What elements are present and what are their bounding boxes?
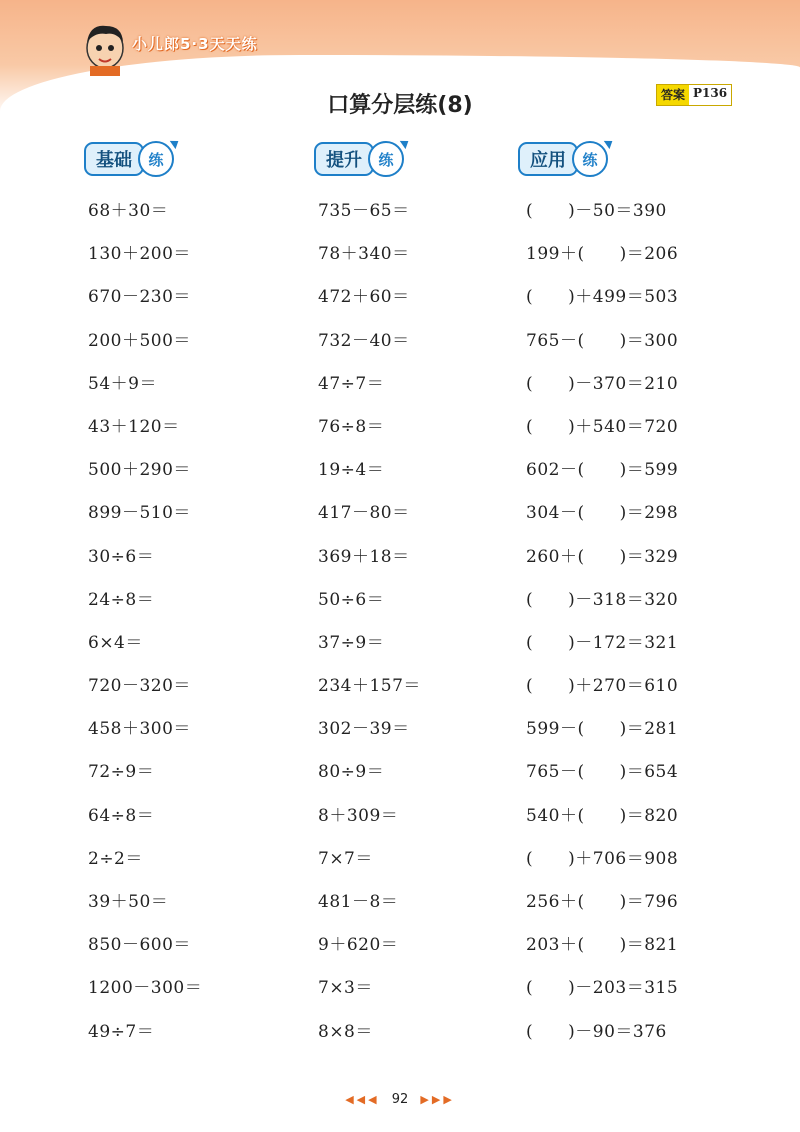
problem-item: 8＋309＝ [318, 805, 399, 826]
problem-item: 302－39＝ [318, 719, 410, 740]
problem-item: ( )＋540＝720 [526, 416, 679, 437]
answer-page: P136 [689, 85, 731, 105]
problem-item: 2÷2＝ [88, 848, 143, 869]
section-label-advance: 提升 [314, 142, 374, 176]
problem-item: 19÷4＝ [318, 460, 385, 481]
problem-item: ( )＋706＝908 [526, 848, 679, 869]
problem-item: 670－230＝ [88, 287, 191, 308]
mascot-icon [80, 18, 130, 76]
problem-item: 24÷8＝ [88, 589, 155, 610]
problem-item: 500＋290＝ [88, 460, 191, 481]
problem-item: 39＋50＝ [88, 892, 169, 912]
problem-item: 369＋18＝ [318, 546, 410, 567]
problem-item: 234＋157＝ [318, 676, 421, 697]
problem-item: 1200－300＝ [88, 978, 203, 999]
problem-item: 458＋300＝ [88, 719, 191, 740]
problem-item: 203＋( )＝821 [526, 935, 679, 956]
section-header-apply [518, 141, 608, 177]
problem-item: 732－40＝ [318, 330, 410, 351]
problem-item: 256＋( )＝796 [526, 892, 679, 912]
problem-item: 599－( )＝281 [526, 719, 679, 740]
problem-item: 130＋200＝ [88, 244, 191, 265]
problem-column-apply [526, 196, 678, 1060]
problem-column-basic [88, 196, 202, 1060]
problem-item: ( )－203＝315 [526, 978, 679, 999]
left-arrows-icon: ◀◀◀ [345, 1093, 380, 1106]
problem-item: 199＋( )＝206 [526, 244, 679, 265]
answer-tag [656, 84, 732, 106]
problem-item: 47÷7＝ [318, 373, 385, 394]
problem-item: 602－( )＝599 [526, 460, 679, 481]
section-header-basic [84, 141, 174, 177]
problem-item: 72÷9＝ [88, 762, 155, 783]
page-footer [0, 1092, 800, 1107]
problem-item: 472＋60＝ [318, 287, 410, 308]
problem-item: 49÷7＝ [88, 1021, 155, 1042]
problem-item: 720－320＝ [88, 676, 191, 697]
problem-item: ( )－318＝320 [526, 589, 679, 610]
problem-item: 304－( )＝298 [526, 503, 679, 524]
problem-item: 30÷6＝ [88, 546, 155, 567]
problem-item: 765－( )＝300 [526, 330, 679, 351]
problem-item: 765－( )＝654 [526, 762, 679, 783]
problem-item: 7×3＝ [318, 978, 373, 999]
problem-item: 417－80＝ [318, 503, 410, 524]
practice-badge-icon: 练 [572, 141, 608, 177]
problem-item: ( )＋499＝503 [526, 287, 679, 308]
problem-item: 80÷9＝ [318, 762, 385, 783]
problem-item: ( )＋270＝610 [526, 676, 679, 697]
problem-item: 850－600＝ [88, 935, 191, 956]
problem-item: 899－510＝ [88, 503, 191, 524]
problem-item: 200＋500＝ [88, 330, 191, 351]
page-title: 口算分层练(8) [327, 93, 473, 118]
section-header-advance [314, 141, 404, 177]
problem-item: 68＋30＝ [88, 201, 169, 221]
problem-item: 76÷8＝ [318, 416, 385, 437]
problem-item: 50÷6＝ [318, 589, 385, 610]
right-arrows-icon: ▶▶▶ [420, 1093, 455, 1106]
problem-item: ( )－370＝210 [526, 373, 679, 394]
problem-item: 6×4＝ [88, 632, 143, 653]
answer-label: 答案 [657, 85, 689, 105]
page-number: 92 [391, 1092, 409, 1107]
section-label-apply: 应用 [518, 142, 578, 176]
practice-badge-icon: 练 [138, 141, 174, 177]
problem-item: 43＋120＝ [88, 416, 180, 437]
problem-item: 481－8＝ [318, 892, 399, 912]
problem-item: ( )－90＝376 [526, 1021, 667, 1042]
problem-item: 260＋( )＝329 [526, 546, 679, 567]
problem-column-advance [318, 196, 421, 1060]
problem-item: 8×8＝ [318, 1021, 373, 1042]
problem-item: 540＋( )＝820 [526, 805, 679, 826]
problem-item: 735－65＝ [318, 201, 410, 221]
problem-item: 78＋340＝ [318, 244, 410, 265]
brand-label: 小儿郎5·3天天练 [132, 35, 258, 53]
problem-item: ( )－172＝321 [526, 632, 679, 653]
section-label-basic: 基础 [84, 142, 144, 176]
problem-item: 37÷9＝ [318, 632, 385, 653]
problem-item: 7×7＝ [318, 848, 373, 869]
problem-item: 9＋620＝ [318, 935, 399, 956]
problem-item: ( )－50＝390 [526, 201, 667, 221]
practice-badge-icon: 练 [368, 141, 404, 177]
problem-item: 64÷8＝ [88, 805, 155, 826]
problem-item: 54＋9＝ [88, 373, 157, 394]
